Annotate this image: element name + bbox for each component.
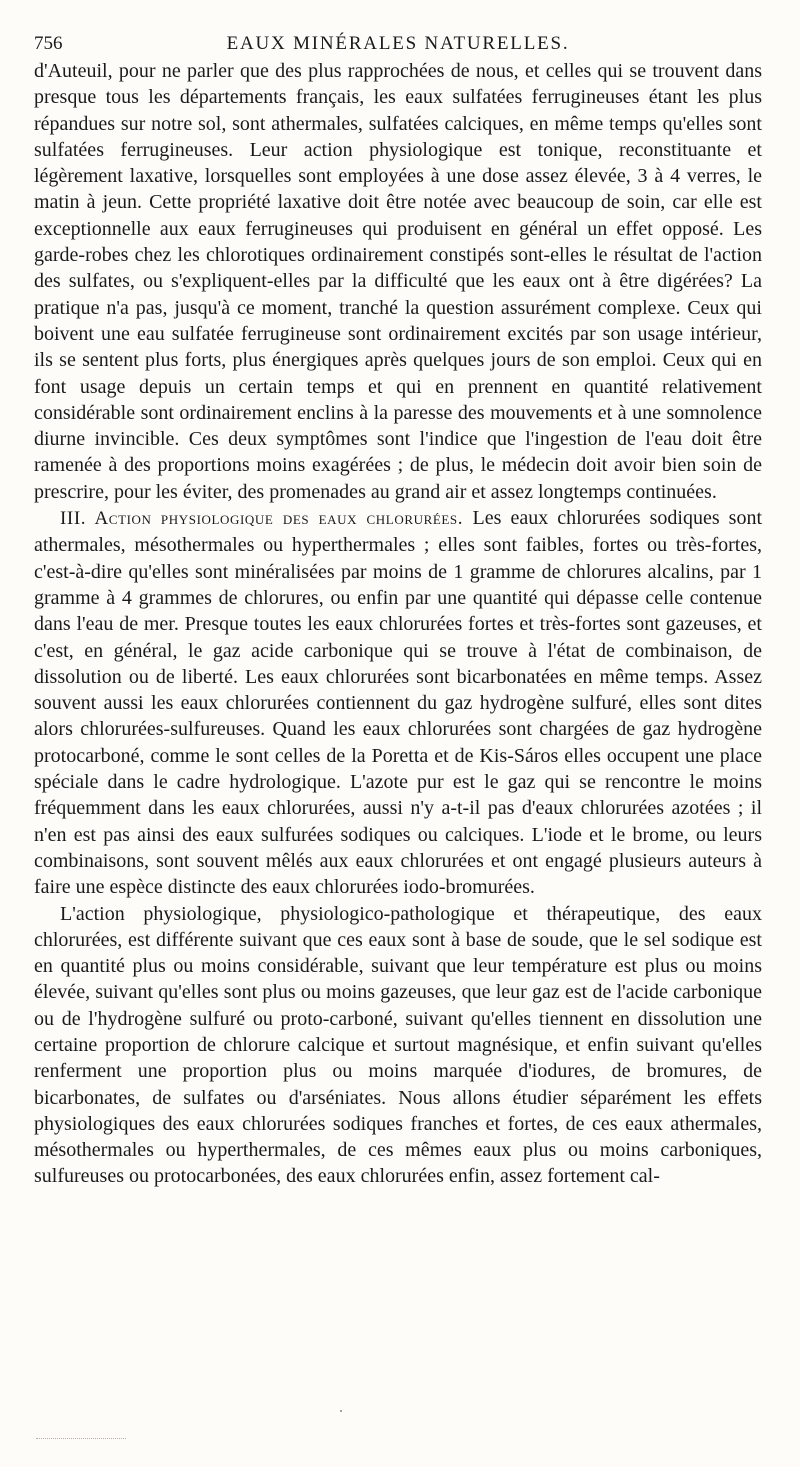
section-heading: III. Action physiologique des eaux chlorurées.: [60, 508, 473, 530]
paragraph-text: d'Auteuil, pour ne parler que des plus rapprochées de nous, et celles qui se trouvent dans presque tous les départements français, les eaux sulfatées ferrugineuses étant les plus répandues sur notre sol, sont athermales, sulfatées calciques, en même temps qu'elles sont sulfatées ferrugineuses. Leur action physiologique est tonique, reconstituante et légèrement laxative, lorsquelles sont employées à une dose assez élevée, 3 à 4 verres, le matin à jeun. Cette propriété laxative doit être notée avec beaucoup de soin, car elle est exceptionnelle aux eaux ferrugineuses qui produisent en général un effet opposé. Les garde-robes chez les chlorotiques ordinairement constipés sont-elles le résultat de l'action des sulfates, ou s'expliquent-elles par la difficulté que les eaux ont à être digérées? La pratique n'a pas, jusqu'à ce moment, tranché la question assurément complexe. Ceux qui boivent une eau sulfatée ferrugineuse sont ordinairement excités par son usage intérieur, ils se sentent plus forts, plus énergiques après quelques jours de son emploi. Ceux qui en font usage depuis un certain temps et qui en prennent en quantité relativement considérable sont ordinairement enclins à la paresse des mouvements et à une somnolence diurne invincible. Ces deux symptômes sont l'indice que l'ingestion de l'eau doit être ramenée à des proportions moins exagérées ; de plus, le médecin doit avoir bien soin de prescrire, pour les éviter, des promenades au grand air et assez longtemps continuées.: [34, 60, 762, 503]
paragraph-sulfatees: [34, 58, 762, 505]
footer-rule: [36, 1438, 126, 1445]
paragraph-action-physiologique: [34, 901, 762, 1190]
paragraph-chlorurees-section: [34, 505, 762, 900]
body-text: [34, 58, 762, 1190]
page-number: 756: [34, 33, 63, 54]
scan-speck: [340, 1410, 342, 1412]
running-title: EAUX MINÉRALES NATURELLES.: [226, 33, 570, 54]
page-header: [34, 30, 762, 58]
paragraph-text: L'action physiologique, physiologico-pathologique et thérapeutique, des eaux chlorurées, est différente suivant que ces eaux sont à base de soude, que le sel sodique est en quantité plus ou moins considérable, suivant que leur température est plus ou moins élevée, suivant qu'elles sont plus ou moins gazeuses, que leur gaz est de l'acide carbonique ou de l'hydrogène sulfuré ou proto-carboné, suivant qu'elles tiennent en dissolution une certaine proportion de chlorure calcique et surtout magnésique, et enfin suivant qu'elles renferment une proportion plus ou moins marquée d'iodures, de bromures, de bicarbonates, de sulfates ou d'arséniates. Nous allons étudier séparément les effets physiologiques des eaux chlorurées sodiques franches et fortes, de ces eaux athermales, mésothermales ou hyperthermales, de ces mêmes eaux plus ou moins carboniques, sulfureuses ou protocarbonées, des eaux chlorurées enfin, assez fortement cal-: [34, 902, 762, 1188]
paragraph-text: Les eaux chlorurées sodiques sont athermales, mésothermales ou hyperthermales ; elles sont faibles, fortes ou très-fortes, c'est-à-dire qu'elles sont minéralisées par moins de 1 gramme de chlorures alcalins, par 1 gramme à 4 grammes de chlorures, ou enfin par une quantité qui dépasse celle contenue dans l'eau de mer. Presque toutes les eaux chlorurées fortes et très-fortes sont gazeuses, et c'est, en général, le gaz acide carbonique qui se trouve à l'état de combinaison, de dissolution ou de liberté. Les eaux chlorurées sont bicarbonatées en même temps. Assez souvent aussi les eaux chlorurées contiennent du gaz hydrogène sulfuré, elles sont dites alors chlorurées-sulfureuses. Quand les eaux chlorurées sont chargées de gaz hydrogène protocarboné, comme le sont celles de la Poretta et de Kis-Sáros elles occupent une place spéciale dans le cadre hydrologique. L'azote pur est le gaz qui se rencontre le moins fréquemment dans les eaux chlorurées, aussi n'y a-t-il pas d'eaux chlorurées azotées ; il n'en est pas ainsi des eaux sulfurées sodiques ou calciques. L'iode et le brome, ou leurs combinaisons, sont souvent mêlés aux eaux chlorurées et ont engagé plusieurs auteurs à faire une espèce distincte des eaux chlorurées iodo-bromurées.: [34, 507, 762, 899]
